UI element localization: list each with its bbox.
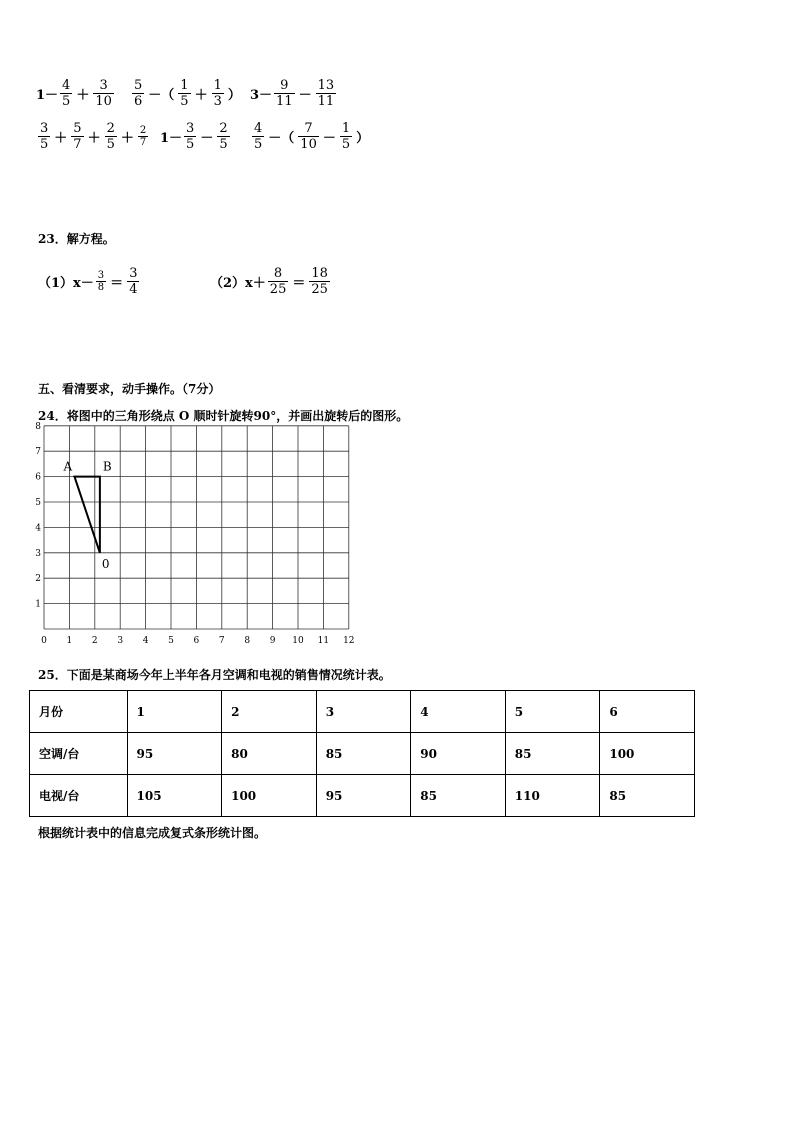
denominator: 7 (73, 137, 82, 152)
expr-lead: 1－ (160, 131, 183, 146)
x-tick-label: 6 (193, 636, 200, 646)
numerator: 3 (186, 121, 195, 136)
denominator: 10 (95, 94, 112, 109)
operator: － (322, 131, 336, 146)
expr-1-2 (130, 78, 243, 109)
numerator: 5 (73, 121, 82, 136)
fraction (316, 78, 337, 109)
y-tick-label: 4 (35, 523, 41, 534)
expr-2-3 (250, 121, 371, 152)
y-tick-label: 2 (35, 574, 41, 585)
expr-lead: 1－ (36, 88, 59, 103)
table-cell: 5 (505, 691, 600, 733)
table-cell: 1 (127, 691, 222, 733)
table-cell: 2 (222, 691, 317, 733)
x-tick-label: 12 (343, 636, 355, 646)
table-cell: 95 (127, 733, 222, 775)
x-tick-label: 8 (244, 636, 251, 646)
fraction (132, 78, 144, 109)
y-tick-label: 7 (35, 447, 41, 458)
table-cell: 100 (222, 775, 317, 817)
numerator: 2 (139, 125, 147, 136)
x-tick-label: 7 (218, 636, 225, 646)
numerator: 4 (62, 78, 71, 93)
numerator: 1 (213, 78, 222, 93)
table-cell: 4 (411, 691, 506, 733)
operator: ） (356, 131, 370, 146)
equation-1 (38, 266, 141, 297)
x-tick-label: 1 (66, 636, 73, 646)
numerator: 1 (341, 121, 351, 136)
x-tick-label: 10 (292, 636, 304, 646)
operator: ） (227, 88, 241, 103)
point-label-B: B (102, 459, 112, 474)
denominator: 11 (317, 94, 335, 109)
table-cell: 3 (316, 691, 411, 733)
operator: － (200, 131, 214, 146)
fraction (252, 121, 264, 152)
section5-title: 五、看清要求，动手操作。（7分） (38, 382, 221, 396)
table-cell: 6 (600, 691, 695, 733)
numerator: 18 (311, 266, 328, 281)
y-tick-label: 8 (35, 421, 41, 432)
rotation-grid (34, 421, 364, 652)
x-tick-label: 5 (168, 636, 174, 646)
fraction (178, 78, 190, 109)
numerator: 2 (219, 121, 228, 136)
denominator: 5 (186, 137, 195, 152)
x-tick-label: 9 (269, 636, 276, 646)
fraction (217, 121, 229, 152)
denominator: 11 (276, 94, 293, 109)
fraction (138, 125, 148, 148)
equals-sign: ＝ (292, 276, 306, 291)
point-label-A: A (63, 459, 73, 474)
denominator: 5 (106, 137, 115, 152)
fraction (127, 266, 139, 297)
fraction (93, 78, 114, 109)
fraction (184, 121, 196, 152)
operator: －（ (268, 131, 295, 146)
q25-title: 25．下面是某商场今年上半年各月空调和电视的销售情况统计表。 (38, 668, 391, 682)
row-header-cell: 月份 (30, 691, 128, 733)
fraction (212, 78, 224, 109)
y-tick-label: 1 (35, 599, 41, 610)
numerator: 5 (134, 78, 143, 93)
numerator: 4 (254, 121, 263, 136)
numerator: 3 (99, 78, 108, 93)
table-cell: 100 (600, 733, 695, 775)
fraction (309, 266, 330, 297)
x-tick-label: 0 (41, 636, 47, 646)
numerator: 3 (97, 270, 105, 281)
operator: － (298, 88, 312, 103)
table-row (30, 733, 695, 775)
expr-1-1 (36, 78, 116, 109)
y-tick-label: 3 (35, 548, 41, 559)
numerator: 3 (129, 266, 138, 281)
denominator: 5 (254, 137, 263, 152)
expr-2-2 (160, 121, 232, 152)
fraction (71, 121, 83, 152)
numerator: 9 (280, 78, 289, 93)
numerator: 3 (40, 121, 49, 136)
denominator: 25 (311, 282, 328, 297)
numerator: 1 (180, 78, 189, 93)
y-tick-label: 5 (35, 498, 41, 508)
expr-1-3 (250, 78, 338, 109)
fraction (105, 121, 117, 152)
expr-lead: 3－ (250, 88, 273, 103)
denominator: 25 (269, 282, 287, 297)
table-row (30, 775, 695, 817)
numerator: 2 (106, 121, 115, 136)
operator: ＋ (194, 88, 208, 103)
numerator: 13 (317, 78, 335, 93)
operator: ＋ (54, 131, 68, 146)
fraction (60, 78, 72, 109)
equals-sign: ＝ (110, 276, 124, 291)
denominator: 4 (129, 282, 138, 297)
x-tick-label: 2 (91, 636, 98, 646)
fraction (268, 266, 289, 297)
q23-title: 23．解方程。 (38, 232, 115, 246)
table-cell: 110 (505, 775, 600, 817)
operator: ＋ (120, 131, 134, 146)
y-tick-label: 6 (35, 472, 41, 483)
denominator: 5 (219, 137, 228, 152)
equation-label: （1）x－ (38, 276, 94, 291)
table-cell: 95 (316, 775, 411, 817)
x-tick-label: 11 (317, 636, 330, 646)
table-cell: 80 (222, 733, 317, 775)
row-header-cell: 电视/台 (30, 775, 128, 817)
x-tick-label: 3 (117, 636, 124, 646)
denominator: 10 (300, 137, 317, 152)
table-cell: 90 (411, 733, 506, 775)
q25-footer: 根据统计表中的信息完成复式条形统计图。 (38, 826, 267, 840)
point-label-O: 0 (101, 556, 110, 571)
x-tick-label: 4 (142, 636, 149, 646)
denominator: 7 (139, 137, 147, 148)
fraction (96, 270, 106, 293)
operator: ＋ (76, 88, 90, 103)
triangle-shape (74, 477, 99, 553)
q24-title: 24．将图中的三角形绕点 O 顺时针旋转90°，并画出旋转后的图形。 (38, 409, 409, 423)
denominator: 5 (62, 94, 71, 109)
expr-2-1 (36, 121, 150, 152)
numerator: 8 (273, 266, 283, 281)
table-cell: 85 (600, 775, 695, 817)
operator: －（ (148, 88, 175, 103)
denominator: 6 (134, 94, 143, 109)
table-cell: 85 (316, 733, 411, 775)
denominator: 8 (97, 282, 105, 293)
numerator: 7 (304, 121, 313, 136)
equation-label: （2）x＋ (210, 276, 266, 291)
denominator: 5 (341, 137, 351, 152)
row-header-cell: 空调/台 (30, 733, 128, 775)
table-cell: 105 (127, 775, 222, 817)
denominator: 3 (213, 94, 222, 109)
fraction (274, 78, 295, 109)
denominator: 5 (40, 137, 49, 152)
table-cell: 85 (505, 733, 600, 775)
fraction (38, 121, 50, 152)
operator: ＋ (87, 131, 101, 146)
fraction (298, 121, 319, 152)
table-row (30, 691, 695, 733)
denominator: 5 (180, 94, 189, 109)
sales-table (29, 690, 695, 817)
table-cell: 85 (411, 775, 506, 817)
equation-2 (210, 266, 332, 297)
fraction (340, 121, 352, 152)
